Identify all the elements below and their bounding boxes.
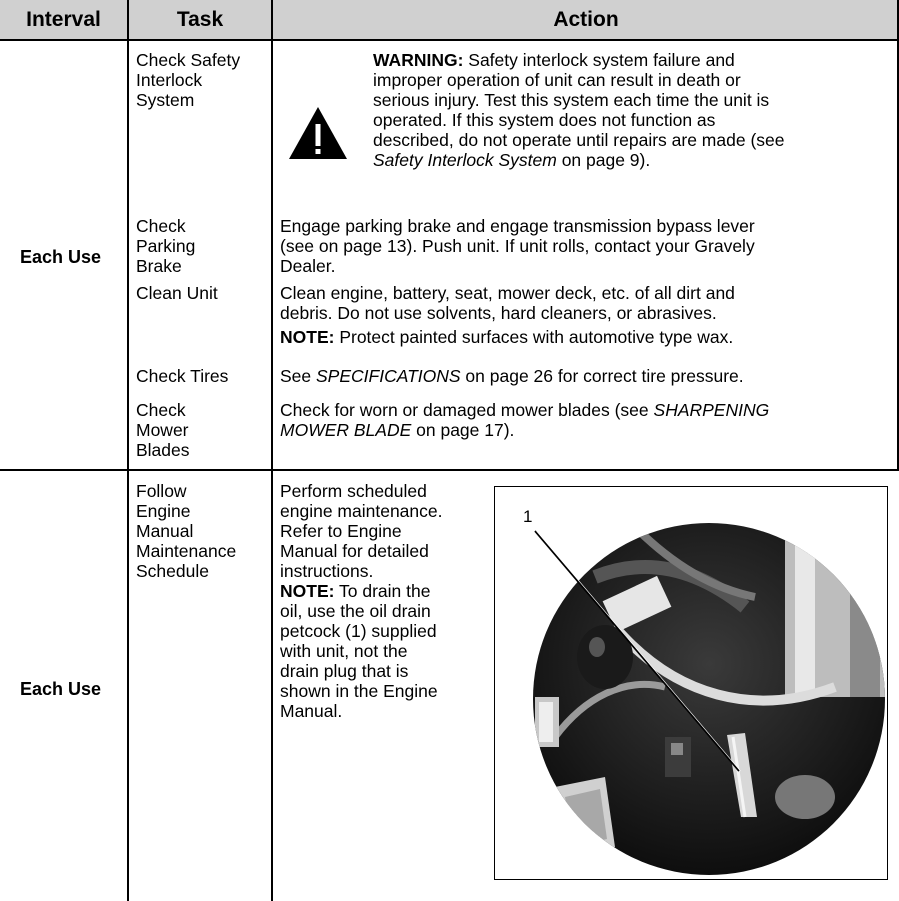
task-check-safety-interlock: Check Safety Interlock System xyxy=(136,50,241,110)
task-check-mower-blades: Check Mower Blades xyxy=(136,400,190,460)
task-check-tires: Check Tires xyxy=(136,366,229,386)
warning-text: WARNING: Safety interlock system failure and improper operation of unit can result in death or serious injury. Test this system each time the unit is operated. If this system does not function as described, do not operate until repairs are made (see Safety Interlock System on page 9). xyxy=(373,50,785,170)
parking-brake-action: Engage parking brake and engage transmission bypass lever (see on page 13). Push unit. If unit rolls, contact your Gravely Dealer. xyxy=(280,216,755,276)
task-follow-engine-manual: Follow Engine Manual Maintenance Schedule xyxy=(136,481,237,581)
header-action: Action xyxy=(273,0,899,40)
callout-number: 1 xyxy=(523,507,533,526)
mower-blades-action: Check for worn or damaged mower blades (see SHARPENING MOWER BLADE on page 17). xyxy=(280,400,770,440)
header-task: Task xyxy=(129,0,271,40)
warning-triangle-icon xyxy=(287,105,349,161)
check-tires-action: See SPECIFICATIONS on page 26 for correct tire pressure. xyxy=(280,366,744,386)
column-divider xyxy=(127,0,129,901)
column-divider xyxy=(271,0,273,901)
task-clean-unit: Clean Unit xyxy=(136,283,218,303)
section-rule xyxy=(0,469,899,471)
task-check-parking-brake: Check Parking Brake xyxy=(136,216,196,276)
interval-label: Each Use xyxy=(20,247,102,267)
oil-drain-petcock-photo xyxy=(494,486,888,880)
clean-unit-action: Clean engine, battery, seat, mower deck, etc. of all dirt and debris. Do not use solvents, hard cleaners, or abrasives. NOTE: Protect painted surfaces with automotive type wax. xyxy=(280,283,735,347)
engine-maintenance-action: Perform scheduled engine maintenance. Refer to Engine Manual for detailed instructions. NOTE: To drain the oil, use the oil drain petcock (1) supplied with unit, not the drain plug that is shown in the Engine Manual. xyxy=(280,481,443,721)
interval-label: Each Use xyxy=(20,679,102,699)
header-interval: Interval xyxy=(0,0,127,40)
header-rule xyxy=(0,39,899,41)
